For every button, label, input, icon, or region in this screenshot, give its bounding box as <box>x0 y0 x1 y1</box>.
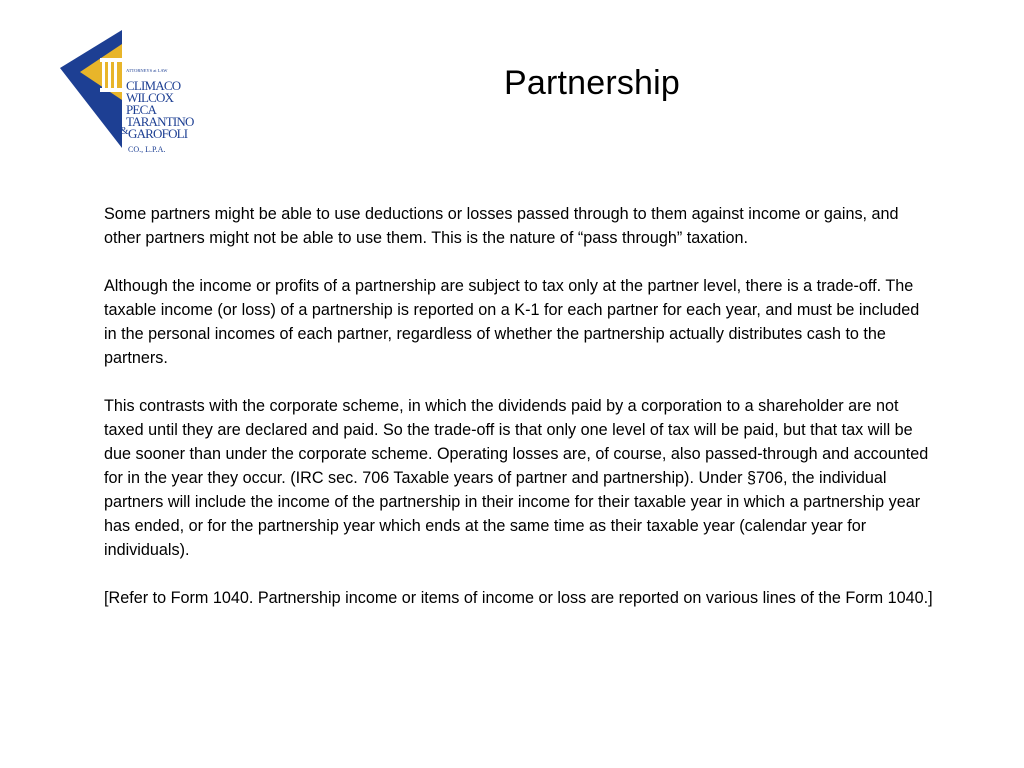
paragraph-3: This contrasts with the corporate scheme, in which the dividends paid by a corporation to a shareholder are not taxed until they are declared and paid. So the trade-off is that only one level of tax will be paid, but that tax will be due sooner than under the corporate scheme. Operating losses are, of course, also passed-through and accounted for in the year they occur. (IRC sec. 706 Taxable years of partner and partnership). Under §706, the individual partners will include the income of the partnership in their income for their taxable year in which a partnership year has ended, or for the partnership year which ends at the same time as their taxable year (calendar year for individuals). <box>104 397 929 559</box>
paragraph-1: Some partners might be able to use deductions or losses passed through to them against income or gains, and other partners might not be able to use them. This is the nature of “pass through” taxation. <box>104 205 899 247</box>
paragraph-2: Although the income or profits of a partnership are subject to tax only at the partner level, there is a trade-off. The taxable income (or loss) of a partnership is reported on a K-1 for each partner for each year, and must be included in the personal incomes of each partner, regardless of whether the partnership actually distributes cash to the partners. <box>104 277 920 367</box>
slide-body <box>104 202 934 610</box>
logo-suffix: CO., L.P.A. <box>128 145 166 154</box>
logo-line-1: CLIMACO <box>126 78 181 93</box>
logo-ampersand: & <box>120 125 129 137</box>
logo-line-5: GAROFOLI <box>128 126 188 141</box>
logo-line-4: TARANTINO <box>126 114 194 129</box>
logo-tagline: ATTORNEYS at LAW <box>126 68 168 73</box>
logo-line-2: WILCOX <box>126 90 174 105</box>
law-firm-logo <box>58 30 198 160</box>
law-firm-logo-columns-icon <box>58 30 198 160</box>
paragraph-4: [Refer to Form 1040. Partnership income or items of income or loss are reported on various lines of the Form 1040.] <box>104 589 933 607</box>
logo-line-3: PECA <box>126 102 157 117</box>
slide-title: Partnership <box>503 64 681 102</box>
